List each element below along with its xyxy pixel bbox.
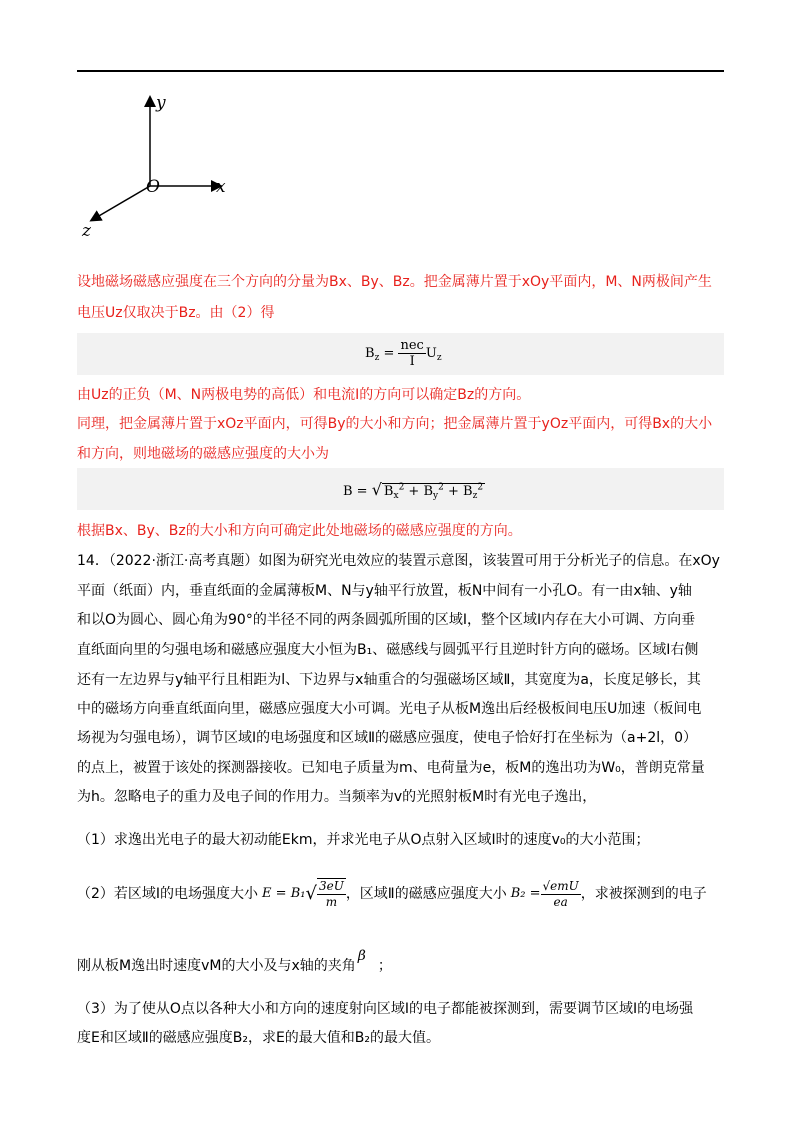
- solution-text-5: 和方向，则地磁场的磁感应强度的大小为: [77, 446, 329, 462]
- sqrt-icon: √: [305, 883, 317, 904]
- problem-line-4: 直纸面向里的匀强电场和磁感应强度大小恒为B₁、磁感线与圆弧平行且逆时针方向的磁场。区域Ⅰ右侧: [77, 642, 699, 658]
- problem-line-7: 场视为匀强电场），调节区域Ⅰ的电场强度和区域Ⅱ的磁感应强度，使电子恰好打在坐标为（a+2l，0）: [77, 730, 698, 746]
- formula-b-sup-x: 2: [398, 482, 405, 493]
- formula-b-sub-x: x: [393, 491, 399, 501]
- formula-b-term-z: B: [463, 484, 473, 499]
- formula-box-1: [77, 333, 724, 375]
- formula-bz: [365, 338, 442, 369]
- problem-line-6: 中的磁场方向垂直纸面向里，磁感应强度大小可调。光电子从板M逸出后经极板间电压U加速（板间电: [77, 701, 702, 717]
- formula-b-magnitude: [343, 480, 485, 501]
- question-2-text-a: （2）若区域Ⅰ的电场强度大小: [77, 886, 259, 902]
- problem-line-3: 和以O为圆心、圆心角为90°的半径不同的两条圆弧所围的区域Ⅰ，整个区域Ⅰ内存在大小可调、方向垂: [77, 612, 696, 628]
- formula-b2-denominator: ea: [553, 894, 568, 909]
- formula-b2-fraction: [541, 879, 581, 910]
- formula-bz-lhs-sub: z: [374, 353, 380, 363]
- question-3-line-1: （3）为了使从O点以各种大小和方向的速度射向区域Ⅰ的电子都能被探测到，需要调节区域Ⅰ的电场强: [77, 1001, 694, 1017]
- question-2-line-1: [77, 878, 707, 910]
- header-rule: [77, 70, 724, 72]
- formula-e-denominator: m: [325, 895, 338, 909]
- formula-b-term-x: B: [383, 484, 394, 499]
- formula-b-sup-y: 2: [438, 482, 444, 493]
- formula-b-plus-2: +: [443, 484, 464, 499]
- z-axis-line: [92, 186, 150, 220]
- question-2-text-d: 刚从板M逸出时速度vM的大小及与x轴的夹角: [77, 958, 356, 974]
- formula-e-fraction: [317, 878, 346, 910]
- problem-line-1: 14．（2022·浙江·高考真题）如图为研究光电效应的装置示意图，该装置可用于分析光子的信息。在xOy: [77, 553, 720, 569]
- formula-bz-rhs: U: [425, 346, 437, 361]
- problem-line-2: 平面（纸面）内，垂直纸面的金属薄板M、N与y轴平行放置，板N中间有一小孔O。有一由x轴、y轴: [77, 583, 692, 599]
- formula-b2-numerator: √emU: [542, 878, 579, 893]
- formula-bz-lhs: B: [365, 346, 375, 361]
- problem-line-5: 还有一左边界与y轴平行且相距为l、下边界与x轴重合的匀强磁场区域Ⅱ，其宽度为a，长度足够长，其: [77, 672, 701, 688]
- x-axis-label: x: [216, 177, 226, 197]
- formula-box-2: [77, 468, 724, 510]
- formula-e-numerator: 3eU: [318, 879, 344, 893]
- z-axis-label: z: [82, 221, 91, 241]
- question-2-text-end: ；: [377, 958, 392, 974]
- formula-b-sub-y: y: [433, 491, 439, 501]
- formula-b-lhs: B =: [343, 484, 372, 499]
- formula-bz-rhs-sub: z: [436, 353, 442, 363]
- y-axis-label: y: [156, 93, 166, 113]
- formula-bz-numerator: nec: [400, 338, 424, 353]
- solution-text-3: 由Uz的正负（M、N两极电势的高低）和电流I的方向可以确定Bz的方向。: [77, 387, 531, 403]
- formula-b2: B₂ =: [510, 886, 541, 901]
- solution-text-6: 根据Bx、By、Bz的大小和方向可确定此处地磁场的磁感应强度的方向。: [77, 523, 522, 539]
- problem-line-9: 为h。忽略电子的重力及电子间的作用力。当频率为v的光照射板M时有光电子逸出，: [77, 789, 597, 805]
- formula-b-radicand: [382, 483, 485, 499]
- question-2-text-c: ，求被探测到的电子: [580, 886, 707, 902]
- solution-text-1: 设地磁场磁感应强度在三个方向的分量为Bx、By、Bz。把金属薄片置于xOy平面内，M、N两极间产生: [77, 274, 712, 290]
- formula-e: E = B₁: [262, 886, 306, 901]
- formula-b-plus-1: +: [404, 484, 424, 499]
- solution-text-4: 同理，把金属薄片置于xOz平面内，可得By的大小和方向；把金属薄片置于yOz平面内，可得Bx的大小: [77, 416, 713, 432]
- question-2-text-b: ，区域Ⅱ的磁感应强度大小: [345, 886, 507, 902]
- question-2-line-2: [77, 948, 392, 976]
- problem-line-8: 的点上，被置于该处的探测器接收。已知电子质量为m、电荷量为e，板M的逸出功为W₀，普朗克常量: [77, 760, 705, 776]
- question-3-line-2: 度E和区域Ⅱ的磁感应强度B₂，求E的最大值和B₂的最大值。: [77, 1030, 441, 1046]
- question-1: （1）求逸出光电子的最大初动能Ekm，并求光电子从O点射入区域Ⅰ时的速度v₀的大小范围；: [77, 832, 650, 848]
- formula-b-term-y: B: [423, 484, 434, 499]
- coordinate-axes-diagram: [70, 88, 250, 248]
- formula-bz-eq: =: [379, 346, 399, 361]
- formula-b-sub-z: z: [472, 491, 478, 501]
- solution-text-2: 电压Uz仅取决于Bz。由（2）得: [77, 305, 275, 321]
- origin-label: O: [146, 177, 160, 197]
- formula-b-sup-z: 2: [477, 482, 484, 493]
- formula-bz-denominator: I: [409, 354, 415, 369]
- beta-symbol: β: [357, 948, 366, 964]
- formula-bz-fraction: [398, 338, 425, 369]
- sqrt-icon: √: [371, 480, 382, 499]
